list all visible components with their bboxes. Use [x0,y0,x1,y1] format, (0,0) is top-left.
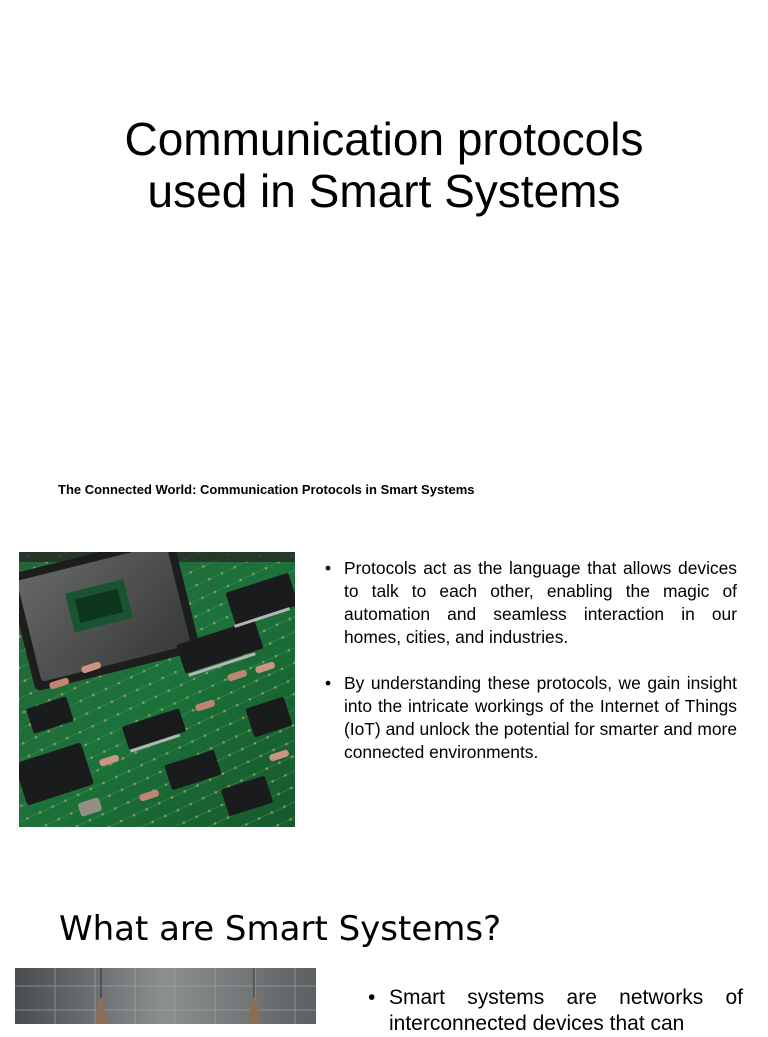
bullet-icon: • [368,986,376,1009]
list-item [368,985,743,1037]
bullet-text: Smart systems are networks of interconnected devices that can [389,986,743,1035]
smart-systems-bullet-list [368,985,743,1037]
title-line-2: used in Smart Systems [147,165,621,217]
bullet-text: Protocols act as the language that allows devices to talk to each other, enabling the magic of automation and seamless interaction in our homes, cities, and industries. [344,558,737,647]
circuit-board-image [19,552,295,827]
section-heading-connected-world: The Connected World: Communication Protocols in Smart Systems [58,482,475,497]
circuit-board-photo-icon [19,552,295,827]
smart-room-image [15,968,316,1024]
smart-room-photo-icon [15,968,316,1024]
list-item [325,672,737,764]
bullet-text: By understanding these protocols, we gain insight into the intricate workings of the Internet of Things (IoT) and unlock the potential for smarter and more connected environments. [344,673,737,762]
bullet-icon: • [325,673,332,693]
bullet-icon: • [325,558,332,578]
title-line-1: Communication protocols [124,113,644,165]
protocols-bullet-list [325,557,737,764]
list-item [325,557,737,649]
section-heading-smart-systems: What are Smart Systems? [59,909,502,949]
page-title [60,113,708,217]
